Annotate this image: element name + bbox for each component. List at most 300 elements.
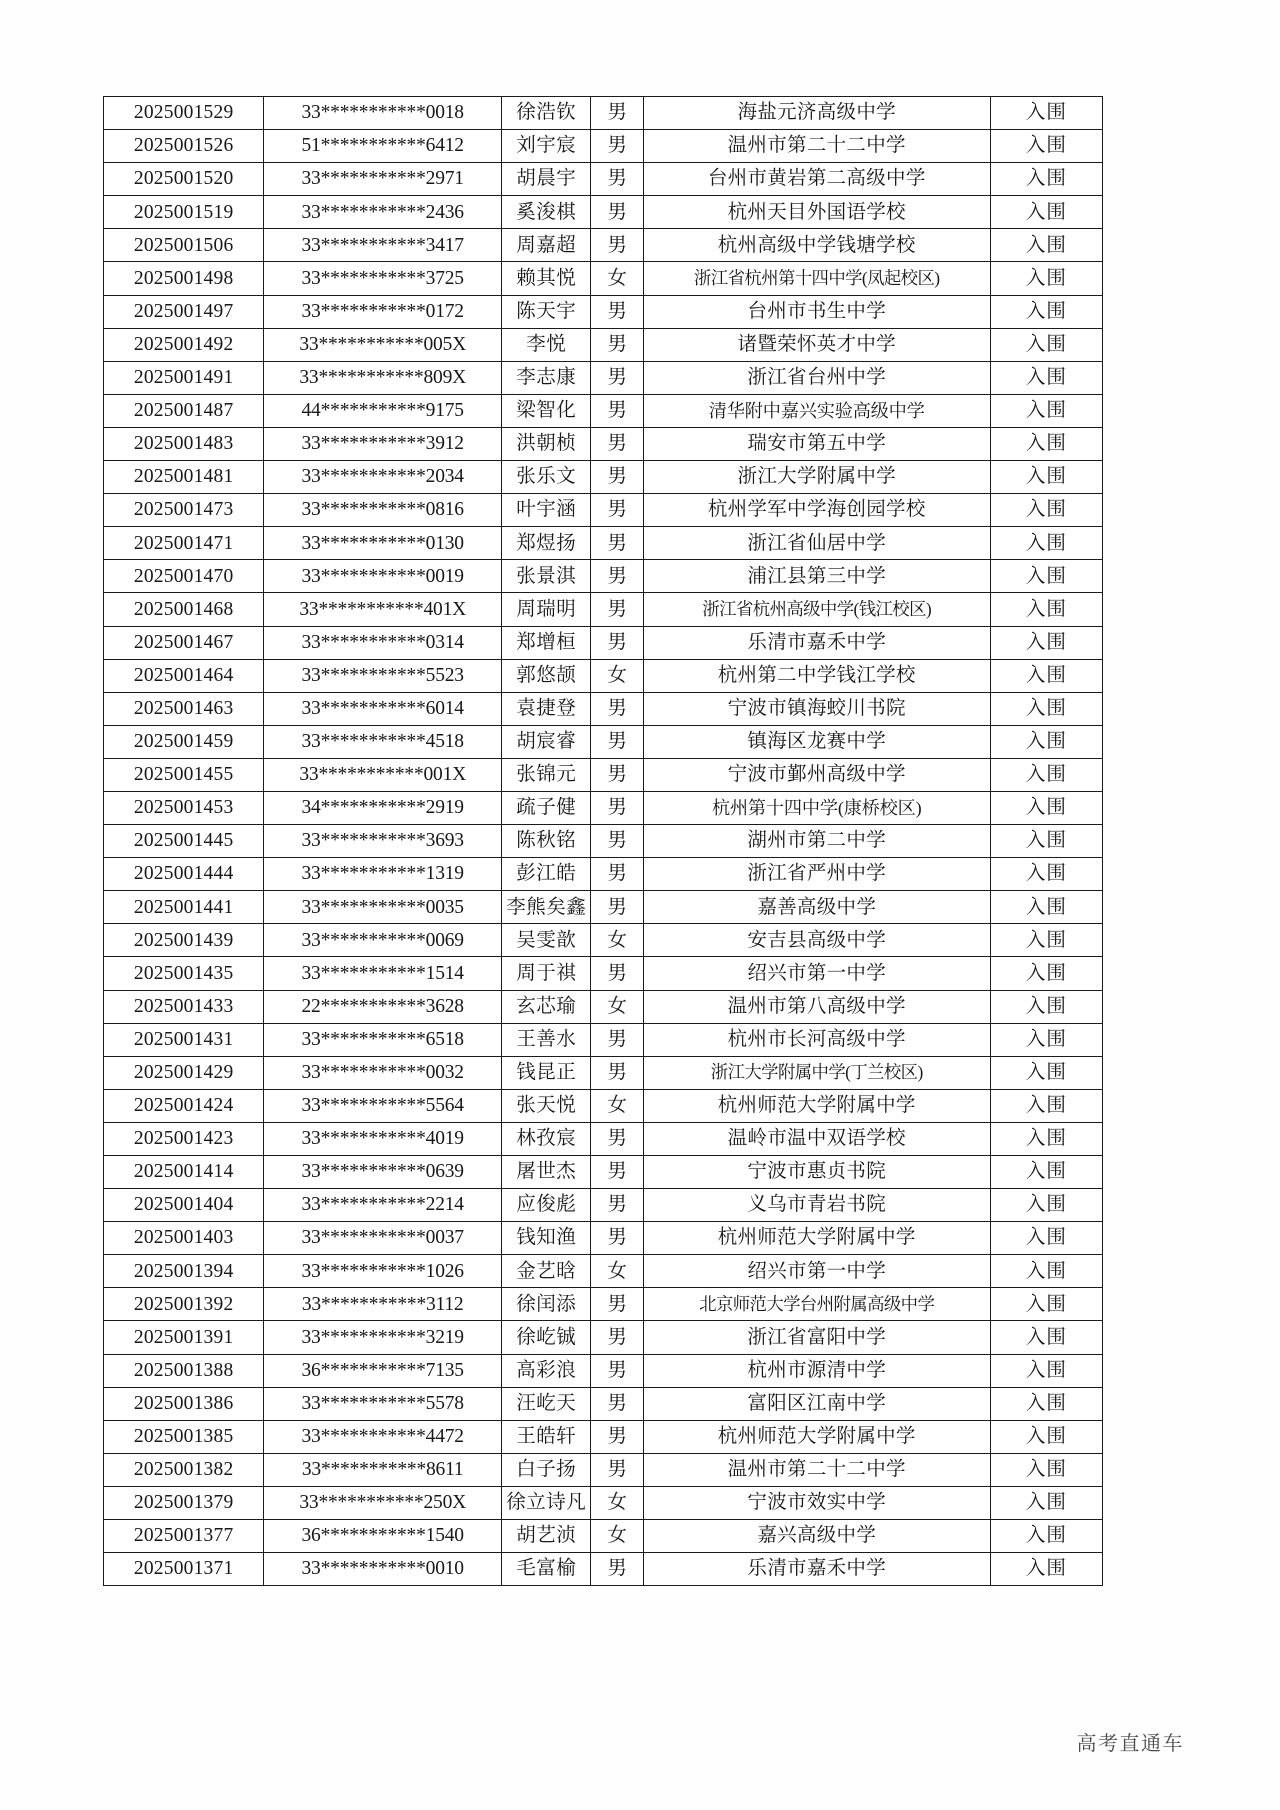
candidate-id-cell: 2025001453	[104, 791, 264, 824]
status-cell: 入围	[990, 494, 1102, 527]
table-row	[104, 990, 1103, 1023]
candidate-name-cell: 赖其悦	[502, 262, 591, 295]
status-cell: 入围	[990, 328, 1102, 361]
school-cell: 宁波市效实中学	[643, 1486, 990, 1519]
status-cell: 入围	[990, 1089, 1102, 1122]
gender-cell: 男	[591, 692, 643, 725]
status-cell: 入围	[990, 295, 1102, 328]
table-row	[104, 196, 1103, 229]
status-cell: 入围	[990, 1156, 1102, 1189]
school-cell: 杭州天目外国语学校	[643, 196, 990, 229]
candidate-id-cell: 2025001519	[104, 196, 264, 229]
school-cell: 嘉善高级中学	[643, 891, 990, 924]
candidate-id-cell: 2025001506	[104, 229, 264, 262]
gender-cell: 男	[591, 825, 643, 858]
gender-cell: 男	[591, 1420, 643, 1453]
school-cell: 杭州市源清中学	[643, 1354, 990, 1387]
table-row	[104, 1553, 1103, 1586]
id-number-cell: 33***********4019	[264, 1122, 502, 1155]
status-cell: 入围	[990, 1189, 1102, 1222]
candidate-id-cell: 2025001423	[104, 1122, 264, 1155]
gender-cell: 男	[591, 130, 643, 163]
school-cell: 杭州师范大学附属中学	[643, 1089, 990, 1122]
status-cell: 入围	[990, 758, 1102, 791]
table-row	[104, 758, 1103, 791]
candidate-name-cell: 陈天宇	[502, 295, 591, 328]
id-number-cell: 33***********0018	[264, 97, 502, 130]
school-cell: 宁波市惠贞书院	[643, 1156, 990, 1189]
id-number-cell: 33***********3912	[264, 427, 502, 460]
gender-cell: 男	[591, 163, 643, 196]
school-cell: 浙江大学附属中学(丁兰校区)	[643, 1056, 990, 1089]
gender-cell: 男	[591, 758, 643, 791]
candidate-name-cell: 周嘉超	[502, 229, 591, 262]
table-row	[104, 1089, 1103, 1122]
gender-cell: 男	[591, 328, 643, 361]
candidate-name-cell: 王善水	[502, 1023, 591, 1056]
candidate-name-cell: 郭悠颉	[502, 659, 591, 692]
school-cell: 杭州高级中学钱塘学校	[643, 229, 990, 262]
gender-cell: 女	[591, 1255, 643, 1288]
status-cell: 入围	[990, 130, 1102, 163]
gender-cell: 男	[591, 1321, 643, 1354]
gender-cell: 男	[591, 791, 643, 824]
candidate-id-cell: 2025001526	[104, 130, 264, 163]
candidate-id-cell: 2025001382	[104, 1453, 264, 1486]
candidate-name-cell: 梁智化	[502, 394, 591, 427]
table-row	[104, 692, 1103, 725]
status-cell: 入围	[990, 791, 1102, 824]
status-cell: 入围	[990, 1056, 1102, 1089]
candidate-name-cell: 徐闰添	[502, 1288, 591, 1321]
id-number-cell: 33***********0314	[264, 626, 502, 659]
candidate-id-cell: 2025001388	[104, 1354, 264, 1387]
table-row	[104, 593, 1103, 626]
status-cell: 入围	[990, 1122, 1102, 1155]
school-cell: 杭州学军中学海创园学校	[643, 494, 990, 527]
candidate-id-cell: 2025001463	[104, 692, 264, 725]
table-row	[104, 725, 1103, 758]
table-row	[104, 229, 1103, 262]
table-row	[104, 494, 1103, 527]
candidate-id-cell: 2025001391	[104, 1321, 264, 1354]
candidate-name-cell: 胡宸睿	[502, 725, 591, 758]
status-cell: 入围	[990, 427, 1102, 460]
gender-cell: 男	[591, 1288, 643, 1321]
candidate-name-cell: 徐立诗凡	[502, 1486, 591, 1519]
status-cell: 入围	[990, 97, 1102, 130]
table-row	[104, 1288, 1103, 1321]
candidate-id-cell: 2025001377	[104, 1520, 264, 1553]
status-cell: 入围	[990, 229, 1102, 262]
school-cell: 杭州师范大学附属中学	[643, 1222, 990, 1255]
gender-cell: 男	[591, 626, 643, 659]
table-row	[104, 97, 1103, 130]
id-number-cell: 33***********2034	[264, 461, 502, 494]
candidate-id-cell: 2025001404	[104, 1189, 264, 1222]
candidate-id-cell: 2025001468	[104, 593, 264, 626]
id-number-cell: 33***********3417	[264, 229, 502, 262]
id-number-cell: 33***********250X	[264, 1486, 502, 1519]
id-number-cell: 33***********5578	[264, 1387, 502, 1420]
school-cell: 乐清市嘉禾中学	[643, 1553, 990, 1586]
candidate-id-cell: 2025001491	[104, 361, 264, 394]
candidate-id-cell: 2025001392	[104, 1288, 264, 1321]
table-row	[104, 560, 1103, 593]
id-number-cell: 33***********401X	[264, 593, 502, 626]
gender-cell: 女	[591, 990, 643, 1023]
candidate-id-cell: 2025001424	[104, 1089, 264, 1122]
status-cell: 入围	[990, 891, 1102, 924]
gender-cell: 男	[591, 361, 643, 394]
candidate-id-cell: 2025001497	[104, 295, 264, 328]
candidate-id-cell: 2025001498	[104, 262, 264, 295]
gender-cell: 男	[591, 394, 643, 427]
candidate-id-cell: 2025001520	[104, 163, 264, 196]
candidate-name-cell: 郑增桓	[502, 626, 591, 659]
school-cell: 富阳区江南中学	[643, 1387, 990, 1420]
candidate-id-cell: 2025001470	[104, 560, 264, 593]
candidate-name-cell: 王皓轩	[502, 1420, 591, 1453]
candidate-name-cell: 袁捷登	[502, 692, 591, 725]
candidate-name-cell: 张乐文	[502, 461, 591, 494]
school-cell: 台州市黄岩第二高级中学	[643, 163, 990, 196]
school-cell: 瑞安市第五中学	[643, 427, 990, 460]
candidate-name-cell: 吴雯歆	[502, 924, 591, 957]
watermark-label: 高考直通车	[1076, 1733, 1184, 1755]
id-number-cell: 33***********809X	[264, 361, 502, 394]
candidate-name-cell: 徐浩钦	[502, 97, 591, 130]
candidate-name-cell: 胡晨宇	[502, 163, 591, 196]
gender-cell: 男	[591, 1056, 643, 1089]
gender-cell: 男	[591, 229, 643, 262]
status-cell: 入围	[990, 990, 1102, 1023]
status-cell: 入围	[990, 957, 1102, 990]
table-row	[104, 1520, 1103, 1553]
candidate-name-cell: 周瑞明	[502, 593, 591, 626]
candidate-name-cell: 张景淇	[502, 560, 591, 593]
candidate-name-cell: 林孜宸	[502, 1122, 591, 1155]
table-row	[104, 1156, 1103, 1189]
candidate-name-cell: 奚浚棋	[502, 196, 591, 229]
gender-cell: 女	[591, 1520, 643, 1553]
roster-table-body	[104, 97, 1103, 1586]
table-row	[104, 1486, 1103, 1519]
school-cell: 浙江省台州中学	[643, 361, 990, 394]
id-number-cell: 36***********1540	[264, 1520, 502, 1553]
id-number-cell: 33***********3112	[264, 1288, 502, 1321]
status-cell: 入围	[990, 1023, 1102, 1056]
status-cell: 入围	[990, 692, 1102, 725]
id-number-cell: 33***********4518	[264, 725, 502, 758]
candidate-id-cell: 2025001467	[104, 626, 264, 659]
gender-cell: 男	[591, 1222, 643, 1255]
id-number-cell: 33***********6518	[264, 1023, 502, 1056]
id-number-cell: 33***********0816	[264, 494, 502, 527]
school-cell: 浙江省富阳中学	[643, 1321, 990, 1354]
school-cell: 清华附中嘉兴实验高级中学	[643, 394, 990, 427]
gender-cell: 男	[591, 97, 643, 130]
school-cell: 绍兴市第一中学	[643, 1255, 990, 1288]
candidate-id-cell: 2025001429	[104, 1056, 264, 1089]
candidate-id-cell: 2025001464	[104, 659, 264, 692]
status-cell: 入围	[990, 1321, 1102, 1354]
id-number-cell: 33***********0130	[264, 527, 502, 560]
gender-cell: 男	[591, 560, 643, 593]
candidate-name-cell: 张锦元	[502, 758, 591, 791]
table-row	[104, 295, 1103, 328]
school-cell: 绍兴市第一中学	[643, 957, 990, 990]
candidate-id-cell: 2025001455	[104, 758, 264, 791]
id-number-cell: 33***********5523	[264, 659, 502, 692]
table-row	[104, 924, 1103, 957]
candidate-id-cell: 2025001414	[104, 1156, 264, 1189]
candidate-id-cell: 2025001459	[104, 725, 264, 758]
id-number-cell: 33***********2971	[264, 163, 502, 196]
table-row	[104, 659, 1103, 692]
school-cell: 温州市第八高级中学	[643, 990, 990, 1023]
table-row	[104, 891, 1103, 924]
candidate-name-cell: 屠世杰	[502, 1156, 591, 1189]
status-cell: 入围	[990, 593, 1102, 626]
school-cell: 温州市第二十二中学	[643, 130, 990, 163]
gender-cell: 男	[591, 196, 643, 229]
school-cell: 宁波市镇海蛟川书院	[643, 692, 990, 725]
id-number-cell: 33***********0069	[264, 924, 502, 957]
id-number-cell: 33***********001X	[264, 758, 502, 791]
id-number-cell: 33***********0037	[264, 1222, 502, 1255]
table-row	[104, 825, 1103, 858]
candidate-name-cell: 刘宇宸	[502, 130, 591, 163]
gender-cell: 女	[591, 1486, 643, 1519]
school-cell: 台州市书生中学	[643, 295, 990, 328]
status-cell: 入围	[990, 725, 1102, 758]
table-row	[104, 1023, 1103, 1056]
candidate-name-cell: 胡艺浈	[502, 1520, 591, 1553]
gender-cell: 男	[591, 1122, 643, 1155]
candidate-id-cell: 2025001483	[104, 427, 264, 460]
candidate-name-cell: 徐屹铖	[502, 1321, 591, 1354]
table-row	[104, 1387, 1103, 1420]
school-cell: 镇海区龙赛中学	[643, 725, 990, 758]
candidate-name-cell: 李熊矣鑫	[502, 891, 591, 924]
school-cell: 浦江县第三中学	[643, 560, 990, 593]
candidate-id-cell: 2025001403	[104, 1222, 264, 1255]
gender-cell: 男	[591, 461, 643, 494]
candidate-id-cell: 2025001439	[104, 924, 264, 957]
status-cell: 入围	[990, 163, 1102, 196]
id-number-cell: 33***********0010	[264, 1553, 502, 1586]
status-cell: 入围	[990, 196, 1102, 229]
id-number-cell: 44***********9175	[264, 394, 502, 427]
table-row	[104, 1056, 1103, 1089]
gender-cell: 女	[591, 924, 643, 957]
status-cell: 入围	[990, 1420, 1102, 1453]
status-cell: 入围	[990, 394, 1102, 427]
candidate-name-cell: 金艺晗	[502, 1255, 591, 1288]
table-row	[104, 957, 1103, 990]
gender-cell: 男	[591, 1354, 643, 1387]
candidate-name-cell: 周于祺	[502, 957, 591, 990]
school-cell: 安吉县高级中学	[643, 924, 990, 957]
table-row	[104, 858, 1103, 891]
table-row	[104, 1453, 1103, 1486]
gender-cell: 男	[591, 1189, 643, 1222]
id-number-cell: 33***********005X	[264, 328, 502, 361]
id-number-cell: 33***********0035	[264, 891, 502, 924]
gender-cell: 男	[591, 527, 643, 560]
gender-cell: 男	[591, 593, 643, 626]
candidate-name-cell: 张天悦	[502, 1089, 591, 1122]
school-cell: 乐清市嘉禾中学	[643, 626, 990, 659]
gender-cell: 女	[591, 659, 643, 692]
status-cell: 入围	[990, 461, 1102, 494]
table-row	[104, 1321, 1103, 1354]
gender-cell: 男	[591, 295, 643, 328]
table-row	[104, 262, 1103, 295]
table-row	[104, 328, 1103, 361]
status-cell: 入围	[990, 262, 1102, 295]
id-number-cell: 33***********3693	[264, 825, 502, 858]
gender-cell: 男	[591, 891, 643, 924]
school-cell: 温州市第二十二中学	[643, 1453, 990, 1486]
school-cell: 杭州师范大学附属中学	[643, 1420, 990, 1453]
school-cell: 浙江省杭州高级中学(钱江校区)	[643, 593, 990, 626]
table-row	[104, 361, 1103, 394]
candidate-id-cell: 2025001433	[104, 990, 264, 1023]
school-cell: 北京师范大学台州附属高级中学	[643, 1288, 990, 1321]
gender-cell: 男	[591, 1453, 643, 1486]
school-cell: 杭州第十四中学(康桥校区)	[643, 791, 990, 824]
candidate-id-cell: 2025001394	[104, 1255, 264, 1288]
status-cell: 入围	[990, 527, 1102, 560]
status-cell: 入围	[990, 1553, 1102, 1586]
candidate-name-cell: 毛富榆	[502, 1553, 591, 1586]
school-cell: 嘉兴高级中学	[643, 1520, 990, 1553]
roster-table	[103, 96, 1103, 1586]
id-number-cell: 33***********1514	[264, 957, 502, 990]
candidate-name-cell: 应俊彪	[502, 1189, 591, 1222]
id-number-cell: 22***********3628	[264, 990, 502, 1023]
candidate-id-cell: 2025001444	[104, 858, 264, 891]
id-number-cell: 34***********2919	[264, 791, 502, 824]
table-row	[104, 461, 1103, 494]
table-row	[104, 1122, 1103, 1155]
school-cell: 浙江省仙居中学	[643, 527, 990, 560]
gender-cell: 女	[591, 262, 643, 295]
candidate-id-cell: 2025001435	[104, 957, 264, 990]
roster-table-container	[103, 96, 1103, 1586]
candidate-id-cell: 2025001471	[104, 527, 264, 560]
candidate-id-cell: 2025001487	[104, 394, 264, 427]
candidate-id-cell: 2025001481	[104, 461, 264, 494]
status-cell: 入围	[990, 659, 1102, 692]
school-cell: 杭州第二中学钱江学校	[643, 659, 990, 692]
status-cell: 入围	[990, 858, 1102, 891]
candidate-name-cell: 李悦	[502, 328, 591, 361]
candidate-name-cell: 钱昆正	[502, 1056, 591, 1089]
table-row	[104, 791, 1103, 824]
candidate-name-cell: 郑煜扬	[502, 527, 591, 560]
status-cell: 入围	[990, 1354, 1102, 1387]
school-cell: 温岭市温中双语学校	[643, 1122, 990, 1155]
status-cell: 入围	[990, 626, 1102, 659]
candidate-name-cell: 疏子健	[502, 791, 591, 824]
candidate-id-cell: 2025001386	[104, 1387, 264, 1420]
table-row	[104, 1222, 1103, 1255]
school-cell: 浙江省严州中学	[643, 858, 990, 891]
school-cell: 海盐元济高级中学	[643, 97, 990, 130]
id-number-cell: 33***********2214	[264, 1189, 502, 1222]
school-cell: 义乌市青岩书院	[643, 1189, 990, 1222]
candidate-name-cell: 李志康	[502, 361, 591, 394]
school-cell: 宁波市鄞州高级中学	[643, 758, 990, 791]
gender-cell: 男	[591, 427, 643, 460]
id-number-cell: 33***********1319	[264, 858, 502, 891]
candidate-id-cell: 2025001431	[104, 1023, 264, 1056]
status-cell: 入围	[990, 1520, 1102, 1553]
id-number-cell: 33***********8611	[264, 1453, 502, 1486]
candidate-id-cell: 2025001473	[104, 494, 264, 527]
gender-cell: 男	[591, 494, 643, 527]
candidate-name-cell: 玄芯瑜	[502, 990, 591, 1023]
candidate-name-cell: 高彩浪	[502, 1354, 591, 1387]
candidate-id-cell: 2025001371	[104, 1553, 264, 1586]
school-cell: 诸暨荣怀英才中学	[643, 328, 990, 361]
status-cell: 入围	[990, 1288, 1102, 1321]
status-cell: 入围	[990, 1486, 1102, 1519]
gender-cell: 男	[591, 1156, 643, 1189]
school-cell: 浙江省杭州第十四中学(凤起校区)	[643, 262, 990, 295]
gender-cell: 男	[591, 1553, 643, 1586]
status-cell: 入围	[990, 1453, 1102, 1486]
candidate-name-cell: 钱知渔	[502, 1222, 591, 1255]
candidate-name-cell: 陈秋铭	[502, 825, 591, 858]
table-row	[104, 1354, 1103, 1387]
status-cell: 入围	[990, 1387, 1102, 1420]
id-number-cell: 33***********2436	[264, 196, 502, 229]
table-row	[104, 1420, 1103, 1453]
status-cell: 入围	[990, 1255, 1102, 1288]
gender-cell: 女	[591, 1089, 643, 1122]
id-number-cell: 33***********3219	[264, 1321, 502, 1354]
id-number-cell: 33***********0639	[264, 1156, 502, 1189]
status-cell: 入围	[990, 560, 1102, 593]
candidate-id-cell: 2025001529	[104, 97, 264, 130]
gender-cell: 男	[591, 957, 643, 990]
id-number-cell: 51***********6412	[264, 130, 502, 163]
table-row	[104, 527, 1103, 560]
id-number-cell: 33***********5564	[264, 1089, 502, 1122]
id-number-cell: 33***********0019	[264, 560, 502, 593]
candidate-name-cell: 洪朝桢	[502, 427, 591, 460]
table-row	[104, 130, 1103, 163]
gender-cell: 男	[591, 1387, 643, 1420]
gender-cell: 男	[591, 725, 643, 758]
gender-cell: 男	[591, 858, 643, 891]
gender-cell: 男	[591, 1023, 643, 1056]
candidate-id-cell: 2025001385	[104, 1420, 264, 1453]
candidate-name-cell: 彭江皓	[502, 858, 591, 891]
id-number-cell: 33***********0032	[264, 1056, 502, 1089]
id-number-cell: 36***********7135	[264, 1354, 502, 1387]
school-cell: 杭州市长河高级中学	[643, 1023, 990, 1056]
table-row	[104, 626, 1103, 659]
status-cell: 入围	[990, 825, 1102, 858]
id-number-cell: 33***********0172	[264, 295, 502, 328]
candidate-id-cell: 2025001445	[104, 825, 264, 858]
table-row	[104, 1255, 1103, 1288]
